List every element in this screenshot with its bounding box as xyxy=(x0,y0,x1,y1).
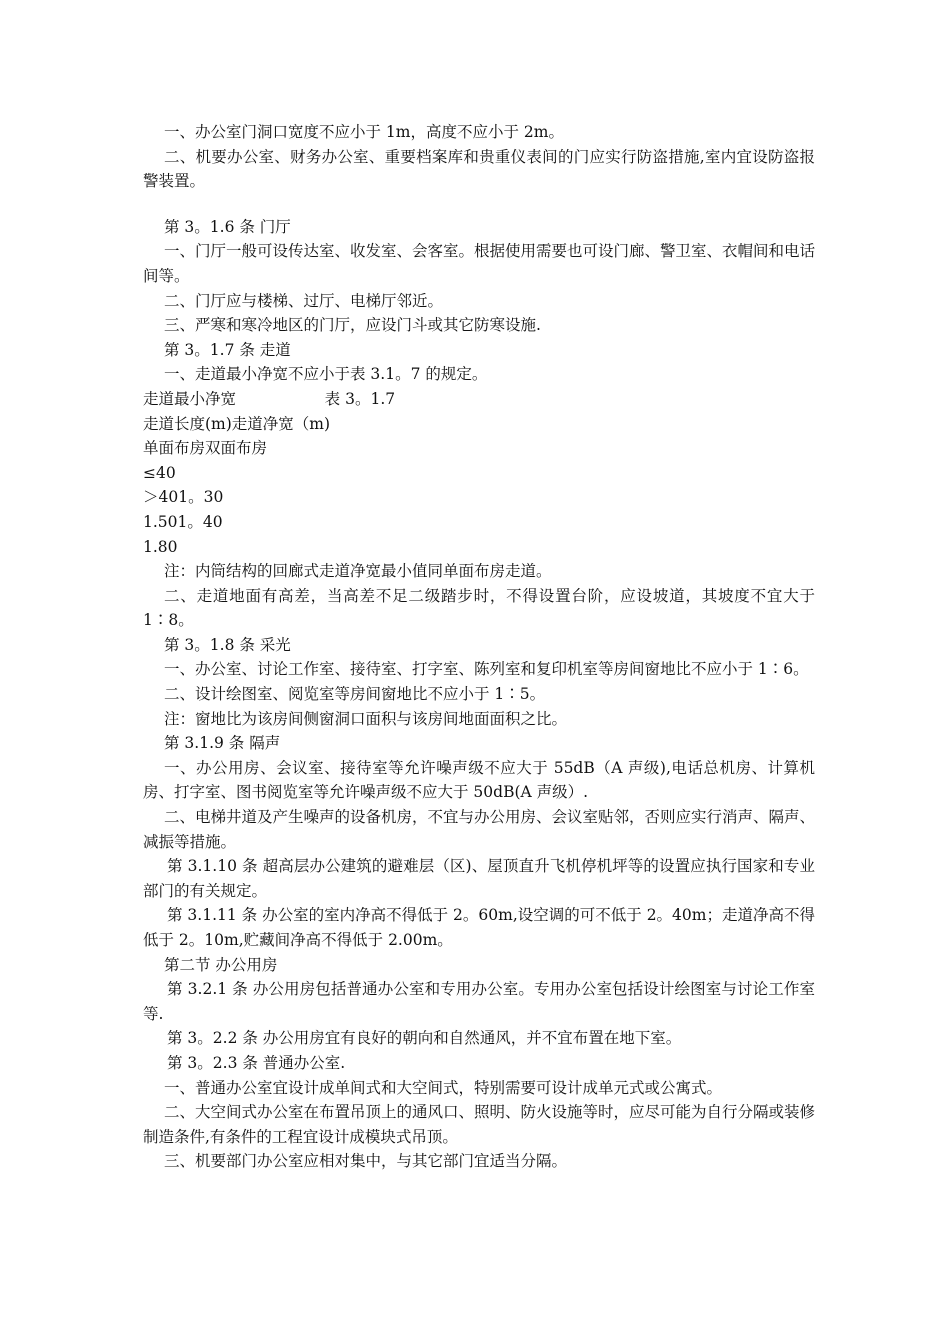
paragraph: 第 3.1.10 条 超高层办公建筑的避难层（区)、屋顶直升飞机停机坪等的设置应执行国家和专业部门的有关规定。 xyxy=(143,857,815,900)
paragraph: 三、机要部门办公室应相对集中，与其它部门宜适当分隔。 xyxy=(164,1152,568,1171)
table-text-line: 走道长度(m)走道净宽（m) xyxy=(143,414,331,433)
paragraph: 一、办公用房、会议室、接待室等允许噪声级不应大于 55dB（A 声级),电话总机房、计算机房、打字室、图书阅览室等允许噪声级不应大于 50dB(A 声级）. xyxy=(143,758,815,802)
table-text-line: 单面布房双面布房 xyxy=(143,439,268,458)
paragraph: 一、办公室、讨论工作室、接待室、打字室、陈列室和复印机室等房间窗地比不应小于 1∶6。 xyxy=(164,660,809,679)
table-caption: 走道最小净宽 表 3。1.7 xyxy=(143,389,396,408)
paragraph: 三、严寒和寒冷地区的门厅，应设门斗或其它防寒设施. xyxy=(164,316,541,335)
paragraph: 第 3.1.11 条 办公室的室内净高不得低于 2。60m,设空调的可不低于 2。40m；走道净高不得低于 2。10m,贮藏间净高不得低于 2.00m。 xyxy=(143,906,815,949)
paragraph: 二、大空间式办公室在布置吊顶上的通风口、照明、防火设施等时，应尽可能为自行分隔或装修制造条件,有条件的工程宜设计成模块式吊顶。 xyxy=(143,1103,816,1146)
table-text-line: ＞401。30 xyxy=(143,488,224,507)
paragraph: 一、办公室门洞口宽度不应小于 1m，高度不应小于 2m。 xyxy=(164,123,564,141)
paragraph: 第 3。2.2 条 办公用房宜有良好的朝向和自然通风，并不宜布置在地下室。 xyxy=(167,1029,682,1048)
paragraph: 第 3.1.9 条 隔声 xyxy=(164,734,281,753)
blank-line xyxy=(143,194,815,215)
paragraph: 二、走道地面有高差，当高差不足二级踏步时，不得设置台阶，应设坡道，其坡度不宜大于 1∶8。 xyxy=(143,586,815,630)
paragraph: 一、门厅一般可设传达室、收发室、会客室。根据使用需要也可设门廊、警卫室、衣帽间和电话间等。 xyxy=(143,242,816,285)
document-body xyxy=(143,120,815,1174)
paragraph: 第 3。2.3 条 普通办公室. xyxy=(167,1053,346,1072)
table-text-line: 1.80 xyxy=(143,537,178,556)
paragraph: 二、门厅应与楼梯、过厅、电梯厅邻近。 xyxy=(164,291,444,310)
paragraph: 第 3。1.8 条 采光 xyxy=(164,635,291,654)
paragraph: 注：内筒结构的回廊式走道净宽最小值同单面布房走道。 xyxy=(164,562,552,581)
table-text-line: ≤40 xyxy=(143,463,176,482)
paragraph: 二、设计绘图室、阅览室等房间窗地比不应小于 1∶5。 xyxy=(164,685,546,704)
table-text-line: 1.501。40 xyxy=(143,512,223,531)
paragraph: 一、普通办公室宜设计成单间式和大空间式，特别需要可设计成单元式或公寓式。 xyxy=(164,1078,723,1097)
paragraph: 二、机要办公室、财务办公室、重要档案库和贵重仪表间的门应实行防盗措施,室内宜设防盗报警装置。 xyxy=(143,147,815,191)
paragraph: 第 3。1.6 条 门厅 xyxy=(164,217,291,236)
paragraph: 第 3。1.7 条 走道 xyxy=(164,340,291,359)
paragraph: 注：窗地比为该房间侧窗洞口面积与该房间地面面积之比。 xyxy=(164,709,568,728)
paragraph: 第二节 办公用房 xyxy=(164,955,278,974)
paragraph: 第 3.2.1 条 办公用房包括普通办公室和专用办公室。专用办公室包括设计绘图室与讨论工作室等. xyxy=(143,980,815,1023)
paragraph: 二、电梯井道及产生噪声的设备机房，不宜与办公用房、会议室贴邻，否则应实行消声、隔声、减振等措施。 xyxy=(143,808,816,851)
paragraph: 一、走道最小净宽不应小于表 3.1。7 的规定。 xyxy=(164,365,488,384)
